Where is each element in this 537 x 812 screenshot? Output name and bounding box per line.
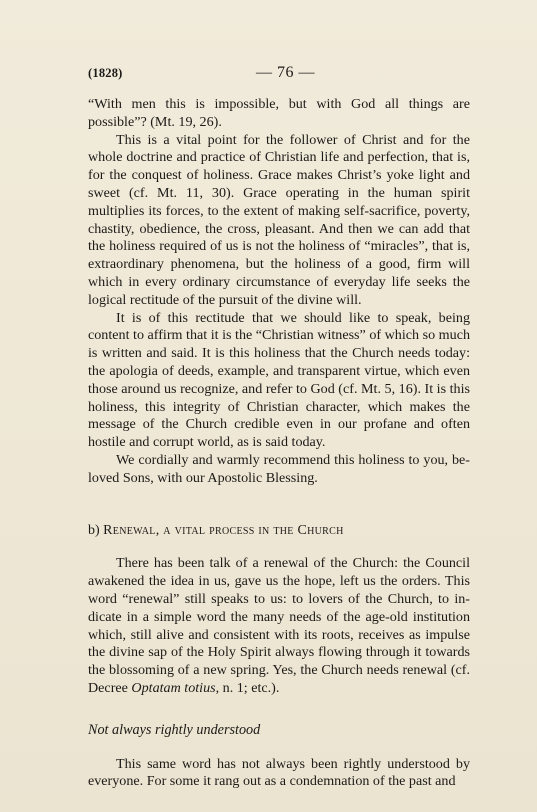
page-number: — 76 — (256, 64, 315, 81)
paragraph-rectitude: It is of this rectitude that we should like to speak, being content to affirm that it is the “Christian witness” of which so much is written and said. It is this holiness that the Church needs today: the apologia of deeds, example, and transparent virtue, which even those around us recognize, and refer to God (cf. Mt. 5, 16). It is this holiness, this integrity of Christian character, which makes the message of the Church credible even in our profane and often hostile and corrupt world, as is said today. (88, 309, 470, 451)
paragraph-blessing: We cordially and warmly recommend this holiness to you, beloved Sons, with our Apostolic Blessing. (88, 451, 470, 486)
renewal-text-end: , n. 1; etc.). (215, 679, 280, 696)
section-letter: b) (88, 522, 104, 538)
paragraph-grace: This is a vital point for the follower of Christ and for the whole doctrine and practice of Christian life and perfection, that is, for the conquest of holiness. Grace makes Christ’s yoke light and sweet (cf. Mt. 11, 30). Grace operating in the human spirit multiplies its forces, to the extent of making self-sacrifice, poverty, chastity, obedience, the cross, pleasant. And then we can add that the holiness required of us is not the holiness of “miracles”, that is, extraordinary phenomena, but the holiness of a good, firm will which in every ordinary circumstance of everyday life seeks the logical rectitude of the pursuit of the divine will. (88, 131, 470, 308)
renewal-text-start: There has been talk of a renewal of the Church: the Council awakened the idea in us, gave us the hope, left us the orders. This word “renewal” still speaks to us: to lovers of the Church, to indicate in a simple word the many needs of the age-old institution which, still alive and consistent with its roots, receives as impulse the divine sap of the Holy Spirit always flowing through it towards the blossoming of a new spring. Yes, the Church needs renewal (cf. Decree (88, 555, 470, 696)
decree-title: Optatam totius (131, 679, 216, 696)
running-header (88, 64, 468, 86)
body-text (88, 96, 470, 791)
paragraph-scripture-quote: “With men this is impossible, but with God all things are possible”? (Mt. 19, 26). (88, 96, 470, 130)
section-title: Renewal, a vital process in the Church (103, 522, 344, 538)
paragraph-renewal (88, 555, 470, 697)
subheading: Not always rightly understood (88, 721, 261, 738)
paragraph-misunderstood: This same word has not always been rightly understood by everyone. For some it rang out as a condemnation of the past and (88, 755, 470, 790)
document-reference: (1828) (88, 66, 123, 80)
section-heading (88, 522, 470, 540)
